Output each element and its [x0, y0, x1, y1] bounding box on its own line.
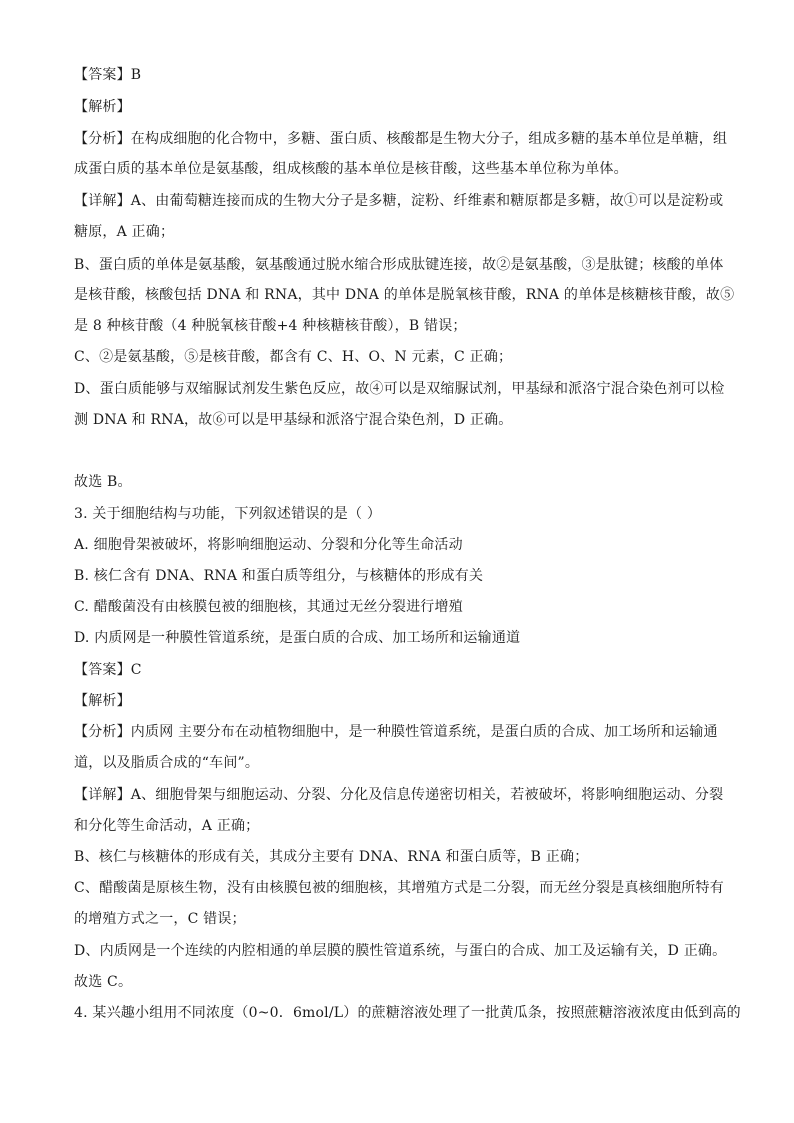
option-c: C. 醋酸菌没有由核膜包被的细胞核，其通过无丝分裂进行增殖	[74, 599, 463, 615]
detail-line: C、②是氨基酸，⑤是核苷酸，都含有 C、H、O、N 元素，C 正确；	[74, 349, 513, 365]
explanation-label: 【解析】	[74, 99, 131, 115]
answer-label: 【答案】C	[74, 662, 142, 678]
analysis-line: 道，以及脂质合成的“车间”。	[74, 755, 260, 771]
option-d: D. 内质网是一种膜性管道系统，是蛋白质的合成、加工场所和运输通道	[74, 630, 521, 646]
option-a: A. 细胞骨架被破坏，将影响细胞运动、分裂和分化等生命活动	[74, 537, 463, 553]
detail-line: D、蛋白质能够与双缩脲试剂发生紫色反应，故④可以是双缩脲试剂，甲基绿和派洛宁混合染色剂可以检	[74, 381, 725, 397]
question-stem: 4. 某兴趣小组用不同浓度（0~0．6mol/L）的蔗糖溶液处理了一批黄瓜条，按照蔗糖溶液浓度由低到高的	[74, 1005, 741, 1021]
analysis-line: 成蛋白质的基本单位是氨基酸，组成核酸的基本单位是核苷酸，这些基本单位称为单体。	[74, 161, 628, 177]
detail-line: 是核苷酸，核酸包括 DNA 和 RNA，其中 DNA 的单体是脱氧核苷酸，RNA 的单体是核糖核苷酸，故⑤	[74, 287, 735, 303]
detail-line: 【详解】A、由葡萄糖连接而成的生物大分子是多糖，淀粉、纤维素和糖原都是多糖，故①可以是淀粉或	[74, 193, 724, 209]
question-stem: 3. 关于细胞结构与功能，下列叙述错误的是（ ）	[74, 506, 382, 522]
conclusion-line: 故选 C。	[74, 974, 133, 990]
detail-line: 和分化等生命活动，A 正确；	[74, 818, 260, 834]
analysis-line: 【分析】内质网 主要分布在动植物细胞中，是一种膜性管道系统，是蛋白质的合成、加工场所和运输通	[74, 724, 718, 740]
detail-line: 糖原，A 正确；	[74, 224, 175, 240]
conclusion-line: 故选 B。	[74, 474, 132, 490]
detail-line: B、蛋白质的单体是氨基酸，氨基酸通过脱水缩合形成肽键连接，故②是氨基酸，③是肽键；核酸的单体	[74, 257, 724, 273]
detail-line: 测 DNA 和 RNA，故⑥可以是甲基绿和派洛宁混合染色剂，D 正确。	[74, 412, 513, 428]
detail-line: C、醋酸菌是原核生物，没有由核膜包被的细胞核，其增殖方式是二分裂，而无丝分裂是真核细胞所特有	[74, 880, 724, 896]
detail-line: D、内质网是一个连续的内腔相通的单层膜的膜性管道系统，与蛋白的合成、加工及运输有关，D 正确。	[74, 943, 727, 959]
detail-line: B、核仁与核糖体的形成有关，其成分主要有 DNA、RNA 和蛋白质等，B 正确；	[74, 849, 589, 865]
option-b: B. 核仁含有 DNA、RNA 和蛋白质等组分，与核糖体的形成有关	[74, 568, 484, 584]
answer-label: 【答案】B	[74, 67, 142, 83]
detail-line: 是 8 种核苷酸（4 种脱氧核苷酸+4 种核糖核苷酸），B 错误；	[74, 318, 467, 334]
detail-line: 【详解】A、细胞骨架与细胞运动、分裂、分化及信息传递密切相关，若被破坏，将影响细胞运动、分裂	[74, 787, 724, 803]
explanation-label: 【解析】	[74, 693, 131, 709]
detail-line: 的增殖方式之一，C 错误；	[74, 911, 246, 927]
analysis-line: 【分析】在构成细胞的化合物中，多糖、蛋白质、核酸都是生物大分子，组成多糖的基本单位是单糖，组	[74, 131, 728, 147]
